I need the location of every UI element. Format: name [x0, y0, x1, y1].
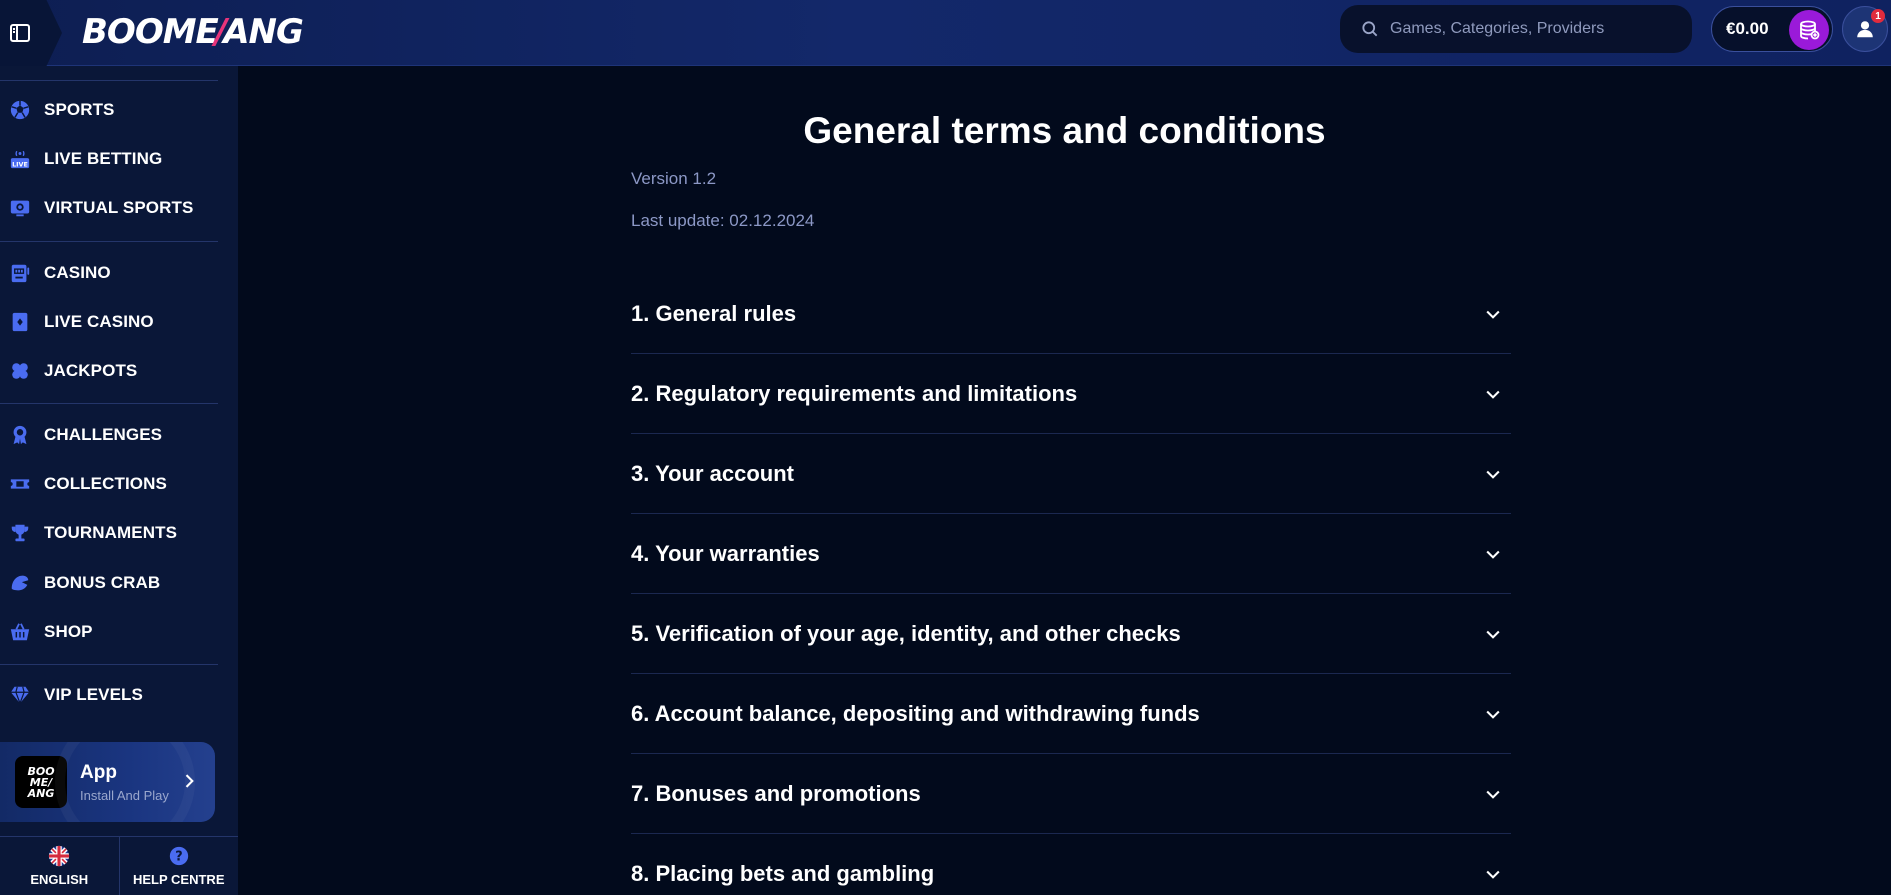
sidebar-item-label: LIVE BETTING [44, 149, 163, 168]
app-card-subtitle: Install And Play [80, 787, 169, 803]
soccer-ball-icon [9, 99, 31, 121]
crab-claw-icon [9, 572, 31, 594]
accordion-item-account-balance[interactable] [631, 674, 1511, 754]
accordion-title: 5. Verification of your age, identity, and other checks [631, 620, 1181, 646]
card-decoration [55, 742, 195, 822]
help-centre-button[interactable] [119, 837, 239, 895]
chevron-down-icon [1483, 384, 1503, 404]
virtual-monitor-icon [9, 197, 31, 219]
sidebar-panel-icon [8, 21, 32, 45]
version-text: Version 1.2 [631, 169, 717, 188]
notification-badge: 1 [1871, 9, 1885, 23]
accordion-title: 4. Your warranties [631, 540, 820, 566]
svg-text:LIVE: LIVE [12, 160, 28, 169]
slot-machine-icon [9, 262, 31, 284]
sidebar-item-sports[interactable] [0, 90, 218, 130]
ticket-icon [9, 473, 31, 495]
sidebar-item-jackpots[interactable] [0, 351, 218, 391]
last-update-text: Last update: 02.12.2024 [631, 211, 815, 230]
medal-icon [9, 424, 31, 446]
playing-card-icon [9, 311, 31, 333]
trophy-icon [9, 522, 31, 544]
accordion-item-regulatory[interactable] [631, 354, 1511, 434]
sidebar-item-label: VIRTUAL SPORTS [44, 198, 194, 217]
sidebar-toggle-button[interactable] [0, 0, 62, 66]
accordion-item-your-account[interactable] [631, 434, 1511, 514]
sidebar-item-collections[interactable] [0, 464, 218, 504]
app-install-card[interactable] [0, 742, 215, 822]
language-label: ENGLISH [30, 872, 89, 887]
accordion-title: 7. Bonuses and promotions [631, 780, 921, 806]
sidebar-item-label: BONUS CRAB [44, 573, 161, 592]
chevron-down-icon [1483, 784, 1503, 804]
sidebar-item-label: SPORTS [44, 100, 115, 119]
svg-text:?: ? [175, 849, 183, 865]
sidebar-item-vip-levels[interactable] [0, 675, 218, 715]
page-title: General terms and conditions [803, 110, 1326, 151]
chevron-down-icon [1483, 304, 1503, 324]
sidebar-item-bonus-crab[interactable] [0, 563, 218, 603]
chevron-right-icon [179, 771, 199, 791]
chevron-down-icon [1483, 544, 1503, 564]
search-input[interactable] [1390, 20, 1680, 38]
search-bar[interactable] [1340, 5, 1692, 53]
sidebar-item-live-casino[interactable] [0, 302, 218, 342]
accordion-title: 8. Placing bets and gambling [631, 860, 935, 886]
diamond-icon [9, 684, 31, 706]
logo-text-start: BOOME [82, 12, 218, 52]
app-logo-line: ANG [27, 786, 55, 800]
sidebar-item-tournaments[interactable] [0, 513, 218, 553]
search-icon [1360, 19, 1380, 39]
accordion-item-general-rules[interactable] [631, 274, 1511, 354]
language-selector[interactable] [0, 837, 119, 895]
accordion-item-placing-bets[interactable] [631, 834, 1511, 895]
sidebar-item-casino[interactable] [0, 253, 218, 293]
app-logo-line: BOO [27, 764, 55, 778]
accordion-title: 6. Account balance, depositing and withdrawing funds [631, 700, 1200, 726]
sidebar-item-shop[interactable] [0, 612, 218, 652]
accordion-item-verification[interactable] [631, 594, 1511, 674]
app-card-title: App [80, 761, 117, 783]
sidebar-footer [0, 836, 238, 895]
logo-slash: / [214, 12, 227, 52]
accordion-item-bonuses[interactable] [631, 754, 1511, 834]
app-logo-line: ME/ [29, 775, 53, 789]
sidebar-item-live-betting[interactable] [0, 139, 218, 179]
user-profile-button[interactable] [1842, 6, 1888, 52]
sidebar-divider [0, 80, 218, 81]
sidebar-item-virtual-sports[interactable] [0, 188, 218, 228]
sidebar-item-label: TOURNAMENTS [44, 523, 178, 542]
help-question-icon [168, 845, 190, 867]
top-header [0, 0, 1891, 66]
sidebar-item-label: VIP LEVELS [44, 685, 143, 704]
uk-flag-icon [48, 845, 70, 867]
chevron-down-icon [1483, 864, 1503, 884]
sidebar [0, 66, 238, 895]
help-centre-label: HELP CENTRE [133, 872, 225, 887]
accordion-title: 1. General rules [631, 300, 797, 326]
accordion-title: 2. Regulatory requirements and limitations [631, 380, 1078, 406]
chevron-down-icon [1483, 464, 1503, 484]
sidebar-item-label: LIVE CASINO [44, 312, 154, 331]
main-content [238, 66, 1891, 895]
sidebar-divider [0, 664, 218, 665]
accordion-item-warranties[interactable] [631, 514, 1511, 594]
sidebar-item-label: CHALLENGES [44, 425, 163, 444]
live-broadcast-icon [9, 148, 31, 170]
coins-stack-icon [1797, 18, 1821, 42]
balance-display[interactable] [1711, 6, 1833, 52]
chevron-down-icon [1483, 624, 1503, 644]
sidebar-item-label: COLLECTIONS [44, 474, 167, 493]
basket-icon [9, 621, 31, 643]
sidebar-item-challenges[interactable] [0, 415, 218, 455]
boomerang-logo[interactable] [82, 9, 303, 55]
sidebar-divider [0, 403, 218, 404]
clover-icon [9, 360, 31, 382]
sidebar-item-label: SHOP [44, 622, 93, 641]
sidebar-item-label: CASINO [44, 263, 111, 282]
sidebar-item-label: JACKPOTS [44, 361, 138, 380]
deposit-button[interactable] [1789, 10, 1829, 50]
logo-text-end: ANG [223, 12, 303, 52]
accordion-title: 3. Your account [631, 460, 795, 486]
chevron-down-icon [1483, 704, 1503, 724]
balance-amount: €0.00 [1726, 19, 1769, 38]
sidebar-divider [0, 241, 218, 242]
